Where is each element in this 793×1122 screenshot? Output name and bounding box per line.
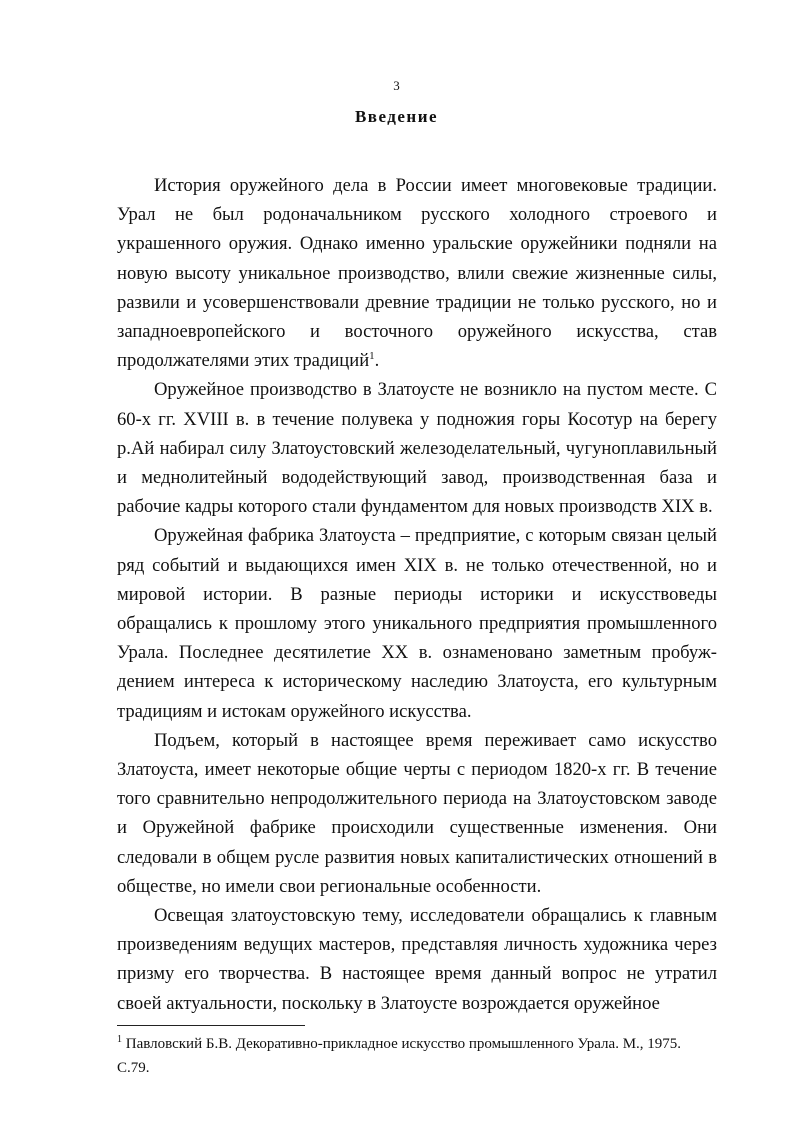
body-text <box>117 171 717 1018</box>
footnote-text: Павловский Б.В. Декоративно-прикладное искусство промышленного Урала. М., 1975. С.79. <box>117 1036 682 1076</box>
paragraph-tail: . <box>374 350 380 372</box>
paragraph: Подъем, который в настоящее время переживает само искусство Златоуста, имеет некоторые общие черты с периодом 1820-х гг. В течение того сравнительно непродолжительного периода на Златоустовском заводе и Оружейной фабрике происходили существенные изменения. Они следовали в общем русле развития новых капиталистических отношений в обществе, но имели свои региональные особенности. <box>117 729 717 897</box>
footnote-mark: 1 <box>117 1034 122 1045</box>
paragraph: Освещая златоустовскую тему, исследователи обращались к главным произведениям ведущих мастеров, представляя личность художника через призму его творчества. В настоящее время данный вопрос не утратил своей актуальности, поскольку в Златоусте возрождается оружейное <box>117 905 717 1014</box>
paragraph <box>117 171 717 375</box>
footnote-reference[interactable]: 1 <box>369 350 375 363</box>
footnote <box>117 1032 717 1080</box>
footnote-divider <box>117 1025 305 1026</box>
paragraph: Оружейная фабрика Златоуста – предприятие, с которым связан целый ряд событий и выдающихся имен XIX в. не только отечественной, но и мировой истории. В разные периоды историки и искусствоведы обращались к прошлому этого уникального предприятия промышленного Урала. Последнее десятилетие XX в. ознаменовано заметным пробуж-дением интереса к историческому наследию Златоуста, его культурным традициям и истокам оружейного искусства. <box>117 525 717 722</box>
paragraph: Оружейное производство в Златоусте не возникло на пустом месте. С 60-х гг. XVIII в. в течение полувека у подножия горы Косотур на берегу р.Ай набирал силу Златоустовский железоделательный, чугуноплавильный и меднолитейный вододействующий завод, производственная база и рабочие кадры которого стали фундаментом для новых производств XIX в. <box>117 379 717 518</box>
page-number: 3 <box>393 78 400 93</box>
page-title: Введение <box>354 107 439 126</box>
paragraph-text: История оружейного дела в России имеет многовековые традиции. Урал не был родоначальником русского холодного строевого и украшенного оружия. Однако именно уральские оружейники подняли на новую высоту уникальное производство, влили свежие жизненные силы, развили и усовершенствовали древние традиции не только русского, но и западноевропейского и восточного оружейного искусства, став продолжателями этих традиций <box>117 175 717 372</box>
